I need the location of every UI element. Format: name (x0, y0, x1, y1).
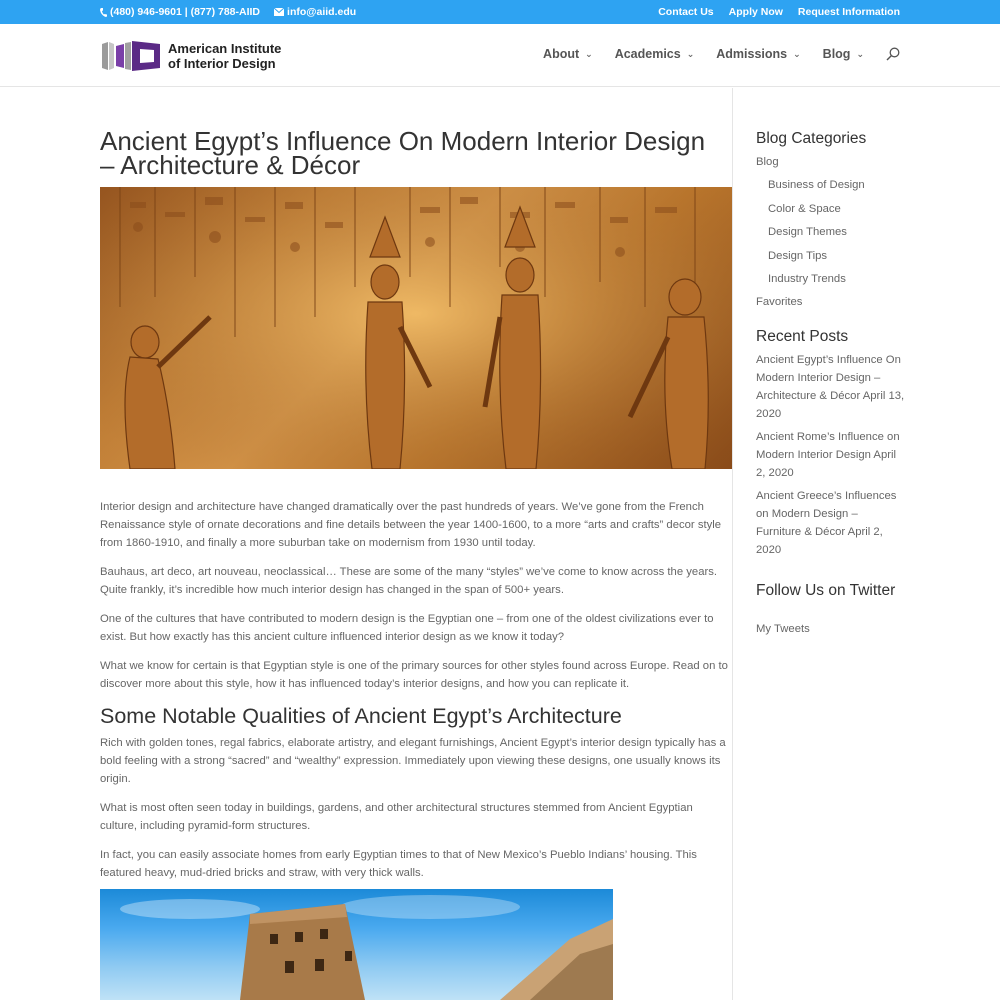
site-header (0, 24, 1000, 87)
phone-text: (480) 946-9601 | (877) 788-AIID (110, 6, 261, 18)
paragraph: Interior design and architecture have changed dramatically over the past hundreds of years. We’ve gone from the French Renaissance style of ornate decorations and fine details between the year 1400-1600, to a more “arts and crafts” decor style from 1860-1910, and finally a more suburban take on modernism from 1930 until today. (100, 501, 722, 549)
widget-title: Blog Categories (756, 130, 867, 147)
category-link[interactable]: Color & Space (768, 202, 841, 215)
chevron-down-icon: ⌄ (686, 48, 695, 59)
recent-post-link[interactable]: Ancient Greece’s Influences on Modern Design – Furniture & Décor April 2, 2020 (756, 490, 897, 556)
nav-admissions[interactable] (716, 47, 800, 61)
email-text: info@aiid.edu (287, 6, 357, 18)
category-item (768, 223, 906, 241)
category-item (768, 270, 906, 288)
recent-posts-list (756, 351, 906, 559)
category-item (756, 293, 906, 311)
tweets-container (756, 623, 906, 635)
nav-academics-label: Academics (614, 47, 681, 61)
category-link[interactable]: Industry Trends (768, 272, 846, 285)
category-link[interactable]: Design Tips (768, 249, 828, 262)
main-nav (521, 47, 900, 61)
category-item (768, 176, 906, 194)
apply-now-link[interactable]: Apply Now (728, 6, 783, 18)
logo-line-1: American Institute (168, 41, 282, 56)
category-item (768, 200, 906, 218)
chevron-down-icon: ⌄ (585, 48, 593, 59)
request-information-link[interactable]: Request Information (797, 6, 900, 18)
paragraph: What we know for certain is that Egyptian style is one of the primary sources for other styles found across Europe. Read on to discover more about this style, how it has influenced today’s interior designs, and how you can replicate it. (100, 660, 728, 690)
post-title: Ancient Egypt’s Influence On Modern Interior Design – Architecture & Décor (100, 126, 706, 180)
recent-post-item (756, 428, 906, 482)
recent-posts-widget (756, 327, 906, 564)
nav-admissions-label: Admissions (716, 47, 788, 61)
top-bar (0, 0, 1000, 24)
recent-post-item (756, 487, 906, 559)
category-list (756, 153, 906, 311)
nav-academics[interactable] (615, 47, 695, 61)
recent-post-item (756, 351, 906, 423)
top-links (658, 6, 900, 18)
paragraph: Bauhaus, art deco, art nouveau, neoclassical… These are some of the many “styles” we’ve come to know across the years. Quite frankly, it’s incredible how much interior design has changed in the span of 500+ years. (100, 566, 718, 596)
category-item (756, 153, 906, 288)
blog-categories-widget (756, 129, 906, 311)
my-tweets-link[interactable]: My Tweets (756, 623, 810, 635)
mail-icon (274, 8, 284, 16)
paragraph: One of the cultures that have contributed to modern design is the Egyptian one – from one of the oldest civilizations ever to exist. But how exactly has this ancient culture influenced interior design as we know it today? (100, 613, 714, 643)
recent-post-link[interactable]: Ancient Rome’s Influence on Modern Interior Design April 2, 2020 (756, 431, 900, 479)
article-body (100, 498, 732, 893)
top-contact (100, 6, 356, 18)
search-icon[interactable] (886, 47, 900, 61)
subcategory-list (768, 176, 906, 288)
category-link[interactable]: Business of Design (768, 179, 865, 192)
site-logo[interactable] (102, 38, 282, 74)
section-heading: Some Notable Qualities of Ancient Egypt’s Architecture (100, 704, 622, 728)
nav-blog[interactable] (823, 47, 864, 61)
category-link-blog[interactable]: Blog (756, 156, 779, 168)
paragraph: In fact, you can easily associate homes from early Egyptian times to that of New Mexico’s Pueblo Indians’ housing. This featured heavy, mud-dried bricks and straw, with very thick walls. (100, 849, 697, 879)
category-link-favorites[interactable]: Favorites (756, 296, 803, 309)
sidebar-divider (732, 88, 733, 1000)
recent-post-link[interactable]: Ancient Egypt’s Influence On Modern Interior Design – Architecture & Décor April 13, 2020 (756, 354, 905, 420)
nav-about[interactable] (543, 47, 593, 61)
widget-title: Follow Us on Twitter (756, 582, 896, 599)
logo-mark (102, 40, 160, 72)
chevron-down-icon: ⌄ (856, 48, 864, 59)
phone-icon (100, 8, 107, 17)
widget-title: Recent Posts (756, 328, 849, 345)
paragraph: What is most often seen today in buildings, gardens, and other architectural structures stemmed from Ancient Egyptian culture, including pyramid-form structures. (100, 802, 693, 832)
logo-text (168, 41, 281, 71)
category-item (768, 247, 906, 265)
nav-about-label: About (543, 47, 580, 61)
contact-us-link[interactable]: Contact Us (658, 6, 714, 18)
featured-image-egyptian-relief (100, 187, 732, 469)
twitter-widget (756, 581, 906, 635)
email-contact[interactable] (274, 6, 356, 18)
phone-contact[interactable] (100, 6, 260, 18)
category-link[interactable]: Design Themes (768, 226, 847, 239)
chevron-down-icon: ⌄ (793, 48, 801, 59)
logo-line-2: of Interior Design (168, 56, 276, 71)
article-image-mud-brick-ruins (100, 889, 613, 1000)
paragraph: Rich with golden tones, regal fabrics, elaborate artistry, and elegant furnishings, Ancient Egypt’s interior design typically has a bold feeling with a strong “sacred” and “wealthy” expression. Immediately upon viewing these designs, one usually knows its origin. (100, 737, 726, 785)
nav-blog-label: Blog (822, 47, 851, 61)
